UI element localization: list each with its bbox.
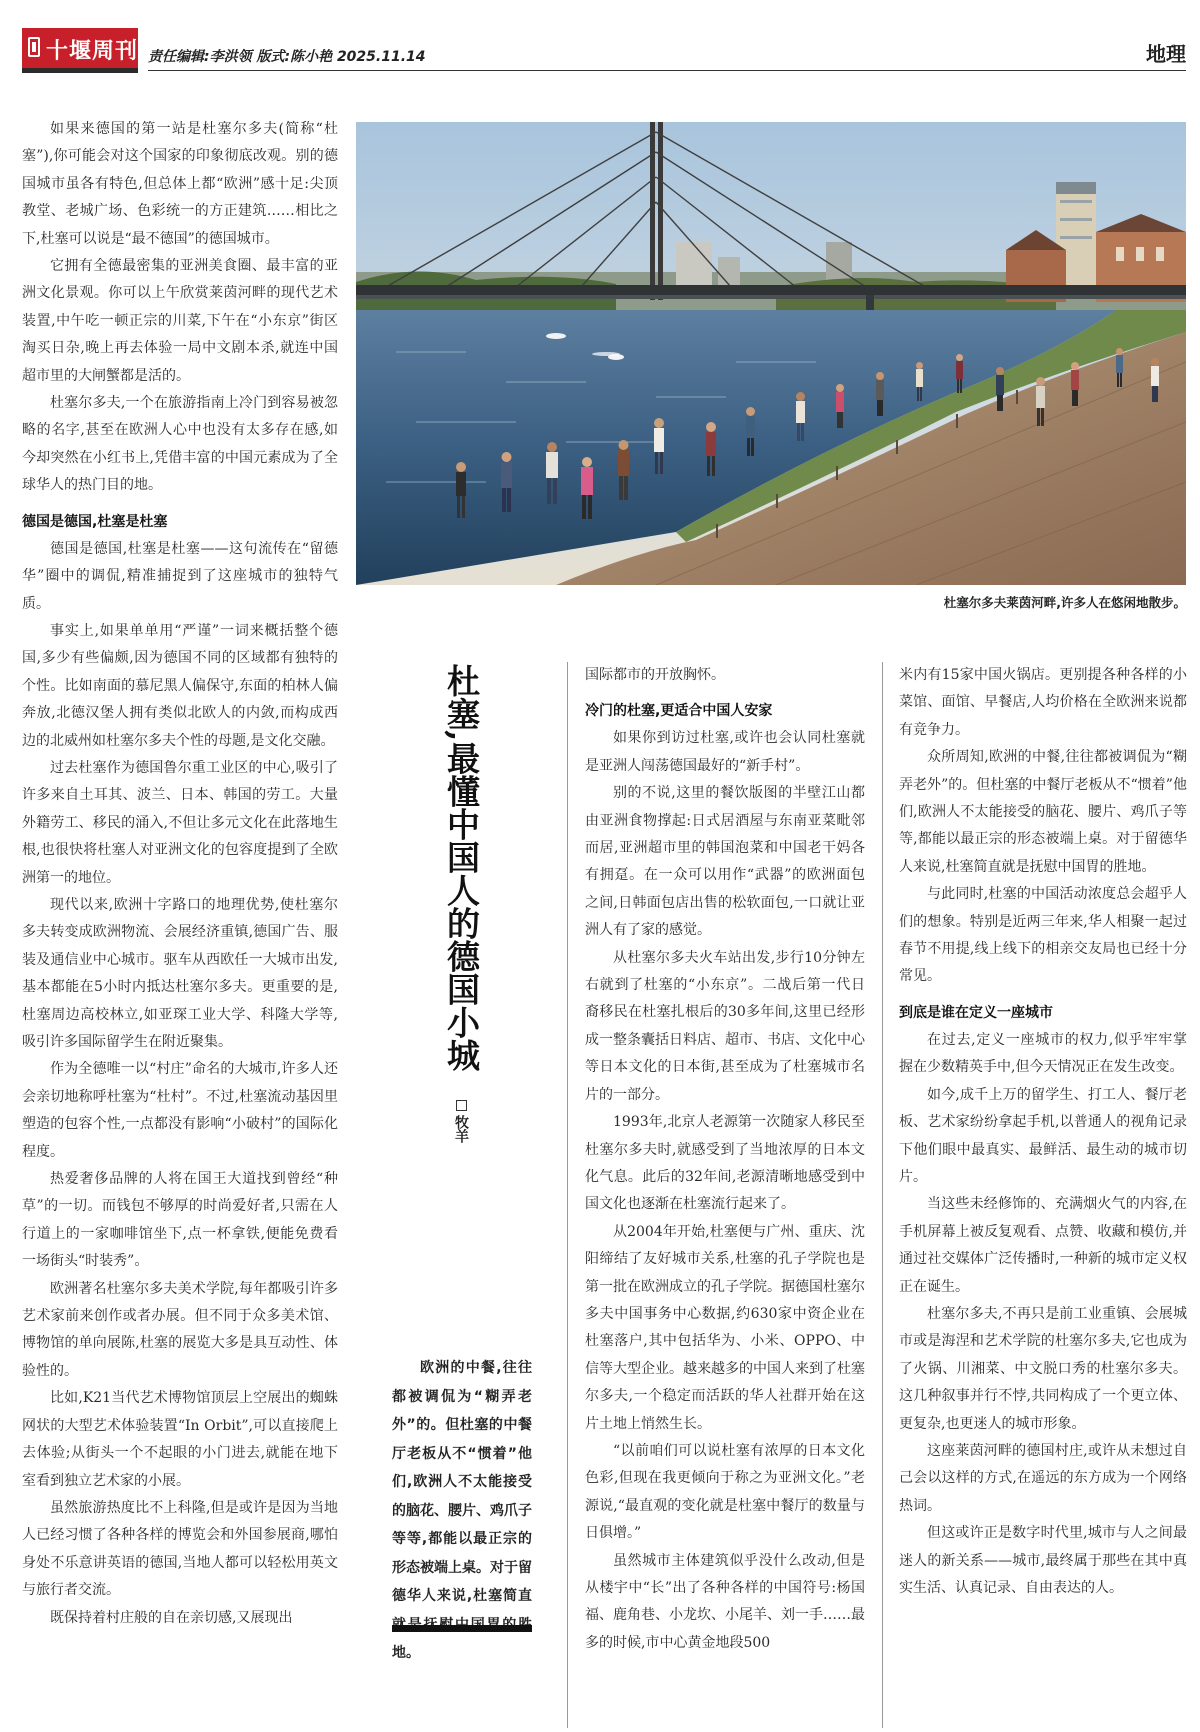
paragraph: 国际都市的开放胸怀。	[585, 667, 725, 683]
paragraph: 当这些未经修饰的、充满烟火气的内容,在手机屏幕上被反复观看、点赞、收藏和模仿,并通过社交媒体广泛传播时,一种新的城市定义权正在诞生。	[899, 1196, 1187, 1295]
paragraph: 与此同时,杜塞的中国活动浓度总会超乎人们的想象。特别是近两三年来,华人相聚一起过春节不用提,线上线下的相亲交友局也已经十分常见。	[899, 886, 1187, 985]
paragraph: 众所周知,欧洲的中餐,往往都被调侃为“糊弄老外”的。但杜塞的中餐厅老板从不“惯着”他们,欧洲人不太能接受的脑花、腰片、鸡爪子等等,都能以最正宗的形态被端上桌。对于留德华人来说,杜塞简直就是抚慰中国胃的胜地。	[899, 749, 1187, 875]
article-photo	[356, 122, 1186, 585]
header-rule	[148, 70, 1186, 71]
paragraph: 虽然城市主体建筑似乎没什么改动,但是从楼宇中“长”出了各种各样的中国符号:杨国福、鹿角巷、小龙坎、小尾羊、刘一手……最多的时候,市中心黄金地段500	[585, 1552, 865, 1651]
editor-line: 责任编辑:李洪领 版式:陈小艳 2025.11.14	[148, 49, 426, 65]
paragraph: 这座莱茵河畔的德国村庄,或许从未想过自己会以这样的方式,在遥远的东方成为一个网络热词。	[899, 1442, 1187, 1514]
paragraph: 从2004年开始,杜塞便与广州、重庆、沈阳缔结了友好城市关系,杜塞的孔子学院也是第一批在欧洲成立的孔子学院。据德国杜塞尔多夫中国事务中心数据,约630家中资企业在杜塞落户,其中包括华为、小米、OPPO、中信等大型企业。越来越多的中国人来到了杜塞尔多夫,一个稳定而活跃的华人社群开始在这片土地上悄然生长。	[585, 1223, 865, 1432]
paragraph: 过去杜塞作为德国鲁尔重工业区的中心,吸引了许多来自土耳其、波兰、日本、韩国的劳工。大量外籍劳工、移民的涌入,不但让多元文化在此落地生根,也很快将杜塞人对亚洲文化的包容度提到了全欧洲第一的地位。	[22, 759, 338, 886]
paragraph: 既保持着村庄般的自在亲切感,又展现出	[50, 1609, 293, 1626]
pull-quote	[392, 1354, 532, 1668]
middle-column	[585, 662, 865, 1728]
paragraph: “以前咱们可以说杜塞有浓厚的日本文化色彩,但现在我更倾向于称之为亚洲文化。”老源说,“最直观的变化就是杜塞中餐厅的数量与日俱增。”	[585, 1442, 865, 1542]
right-column	[899, 662, 1187, 1728]
column-divider	[567, 662, 568, 1728]
masthead-logo	[22, 28, 138, 73]
paragraph: 别的不说,这里的餐饮版图的半壁江山都由亚洲食物撑起:日式居酒屋与东南亚菜毗邻而居,亚洲超市里的韩国泡菜和中国老干妈各有拥趸。在一众可以用作“武器”的欧洲面包之间,日韩面包店出售的松软面包,一口就让亚洲人有了家的感觉。	[585, 785, 865, 939]
paragraph: 从杜塞尔多夫火车站出发,步行10分钟左右就到了杜塞的“小东京”。二战后第一代日裔移民在杜塞扎根后的30多年间,这里已经形成一整条囊括日料店、超市、书店、文化中心等日本文化的日本街,甚至成为了杜塞城市名片的一部分。	[585, 949, 865, 1103]
paragraph: 它拥有全德最密集的亚洲美食圈、最丰富的亚洲文化景观。你可以上午欣赏莱茵河畔的现代艺术装置,中午吃一顿正宗的川菜,下午在“小东京”街区淘买日杂,晚上再去体验一局中文剧本杀,就连中国超市里的大闸蟹都是活的。	[22, 258, 338, 384]
paragraph: 作为全德唯一以“村庄”命名的大城市,许多人还会亲切地称呼杜塞为“杜村”。不过,杜塞流动基因里塑造的包容个性,一点都没有影响“小破村”的国际化程度。	[22, 1061, 338, 1160]
article-title: 杜塞,最懂中国人的德国小城	[442, 664, 481, 1072]
byline	[451, 1100, 471, 1143]
paragraph: 如果来德国的第一站是杜塞尔多夫(简称“杜塞”),你可能会对这个国家的印象彻底改观。别的德国城市虽各有特色,但总体上都“欧洲”感十足:尖顶教堂、老城广场、色彩统一的方正建筑……相比之下,杜塞可以说是“最不德国”的德国城市。	[22, 121, 338, 247]
pull-quote-text: 欧洲的中餐,往往都被调侃为“糊弄老外”的。但杜塞的中餐厅老板从不“惯着”他们,欧洲人不太能接受的脑花、腰片、鸡爪子等等,都能以最正宗的形态被端上桌。对于留德华人来说,杜塞简直 地。	[392, 1360, 532, 1661]
paragraph: 在过去,定义一座城市的权力,似乎牢牢掌握在少数精英手中,但今天情况正在发生改变。	[899, 1031, 1187, 1076]
photo-caption: 杜塞尔多夫莱茵河畔,许多人在悠闲地散步。	[943, 595, 1186, 610]
pull-quote-rule	[392, 1625, 532, 1632]
subheading: 德国是德国,杜塞是杜塞	[22, 513, 168, 530]
paragraph: 热爱奢侈品牌的人将在国王大道找到曾经“种草”的一切。而钱包不够厚的时尚爱好者,只需在人行道上的一家咖啡馆坐下,点一杯拿铁,便能免费看一场街头“时装秀”。	[22, 1171, 338, 1270]
paragraph: 现代以来,欧洲十字路口的地理优势,使杜塞尔多夫转变成欧洲物流、会展经济重镇,德国广告、服装及通信业中心城市。驱车从西欧任一大城市出发,基本都能在5小时内抵达杜塞尔多夫。更重要的是,杜塞周边高校林立,如亚琛工业大学、科隆大学等,吸引许多国际留学生在附近聚集。	[22, 896, 338, 1050]
paragraph: 杜塞尔多夫,一个在旅游指南上冷门到容易被忽略的名字,甚至在欧洲人心中也没有太多存在感,如今却突然在小红书上,凭借丰富的中国元素成为了全球华人的热门目的地。	[22, 395, 338, 494]
author-name: 牧羊	[453, 1115, 469, 1143]
byline-square-icon	[456, 1100, 467, 1111]
paragraph: 欧洲著名杜塞尔多夫美术学院,每年都吸引许多艺术家前来创作或者办展。但不同于众多美术馆、博物馆的单向展陈,杜塞的展览大多是具互动性、体验性的。	[22, 1280, 338, 1379]
paragraph: 如今,成千上万的留学生、打工人、餐厅老板、艺术家纷纷拿起手机,以普通人的视角记录下他们眼中最真实、最鲜活、最生动的城市切片。	[899, 1086, 1187, 1185]
rhine-promenade-illustration	[356, 122, 1186, 585]
paragraph: 但这或许正是数字时代里,城市与人之间最迷人的新关系——城市,最终属于那些在其中真实生活、认真记录、自由表达的人。	[899, 1525, 1187, 1596]
column-divider	[882, 662, 883, 1728]
subheading: 冷门的杜塞,更适合中国人安家	[585, 703, 773, 720]
paragraph: 事实上,如果单单用“严谨”一词来概括整个德国,多少有些偏颇,因为德国不同的区域都有独特的个性。比如南面的慕尼黑人偏保守,东面的柏林人偏奔放,北德汉堡人拥有类似北欧人的内敛,而构成西边的北威州如杜塞尔多夫个性的母题,是文化交融。	[22, 622, 338, 749]
masthead-emblem-icon	[28, 37, 40, 57]
subheading: 到底是谁在定义一座城市	[899, 1004, 1053, 1021]
paragraph: 米内有15家中国火锅店。更别提各种各样的小菜馆、面馆、早餐店,人均价格在全欧洲来说都有竞争力。	[899, 667, 1187, 738]
masthead-name: 十堰周刊	[46, 39, 139, 64]
paragraph: 虽然旅游热度比不上科隆,但是或许是因为当地人已经习惯了各种各样的博览会和外国参展商,哪怕身处不乐意讲英语的德国,当地人都可以轻松用英文与旅行者交流。	[22, 1499, 338, 1599]
paragraph: 比如,K21当代艺术博物馆顶层上空展出的蜘蛛网状的大型艺术体验装置“In Orbit”,可以直接爬上去体验;从街头一个不起眼的小门进去,就能在地下室看到独立艺术家的小展。	[22, 1390, 338, 1489]
paragraph: 杜塞尔多夫,不再只是前工业重镇、会展城市或是海涅和艺术学院的杜塞尔多夫,它也成为了火锅、川湘菜、中文脱口秀的杜塞尔多夫。这几种叙事并行不悖,共同构成了一个更立体、更复杂,也更迷人的城市形象。	[899, 1305, 1187, 1432]
section-tag: 地理	[1146, 42, 1186, 66]
paragraph: 如果你到访过杜塞,或许也会认同杜塞就是亚洲人闯荡德国最好的“新手村”。	[585, 730, 865, 774]
left-column	[22, 116, 338, 1726]
paragraph: 德国是德国,杜塞是杜塞——这句流传在“留德华”圈中的调侃,精准捕捉到了这座城市的独特气质。	[22, 540, 338, 612]
paragraph: 1993年,北京人老源第一次随家人移民至杜塞尔多夫时,就感受到了当地浓厚的日本文化气息。此后的32年间,老源清晰地感受到中国文化也逐渐在杜塞流行起来了。	[585, 1114, 865, 1213]
